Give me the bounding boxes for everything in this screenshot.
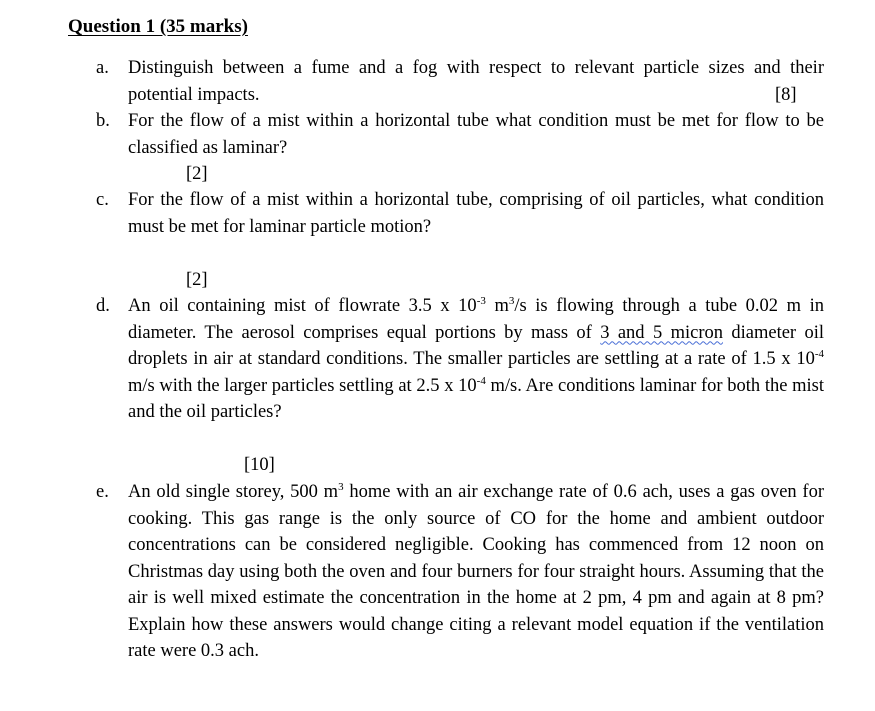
part-c-label: c. (96, 190, 109, 210)
part-b-label: b. (96, 111, 110, 131)
question-part-b (96, 108, 824, 188)
part-b-text: For the flow of a mist within a horizontal tube what condition must be met for flow to be classified as laminar? (128, 111, 824, 158)
part-d-text: An oil containing mist of flowrate 3.5 x $10^{-3}$ $m^3/s$ is flowing through a tube 0.02 m in diameter. The aerosol comprises equal portions by mass of 3 and 5 micron diameter oil droplets in air at standard conditions. The smaller particles are settling at a rate of 1.5 x $10^{-4}$ m/s with the larger particles settling at 2.5 x $10^{-4}$ m/s. Are conditions laminar for both the mist and the oil particles? (128, 294, 825, 422)
question-part-c (96, 187, 824, 297)
part-e-text: An old single storey, 500 $m^3$ home with an air exchange rate of 0.6 ach, uses a gas oven for cooking. This gas range is the only source of CO for the home and ambient outdoor concentrations can be considered negligible. Cooking has commenced from 12 noon on Christmas day using both the oven and four burners for four straight hours. Assuming that the air is well mixed estimate the concentration in the home at 2 pm, 4 pm and again at 8 pm? Explain how these answers would change citing a relevant model equation if the ventilation rate were 0.3 ach. (128, 480, 824, 661)
part-a-marks: [8] (775, 84, 797, 105)
part-d-label: d. (96, 296, 110, 316)
question-part-a (96, 55, 824, 110)
part-c-text: For the flow of a mist within a horizontal tube, comprising of oil particles, what condition must be met for laminar particle motion? (128, 190, 824, 237)
part-d-marks: [10] (244, 455, 275, 475)
part-e-label: e. (96, 482, 109, 502)
spellcheck-underline: 3 and 5 micron (600, 322, 723, 343)
question-part-e (96, 479, 824, 669)
part-b-marks: [2] (186, 164, 208, 184)
question-title: Question 1 (35 marks) (68, 16, 248, 37)
part-c-marks: [2] (186, 270, 208, 290)
question-part-d (96, 293, 824, 483)
part-a-label: a. (96, 58, 109, 78)
part-a-text: Distinguish between a fume and a fog with respect to relevant particle sizes and their potential impacts. (128, 58, 824, 105)
